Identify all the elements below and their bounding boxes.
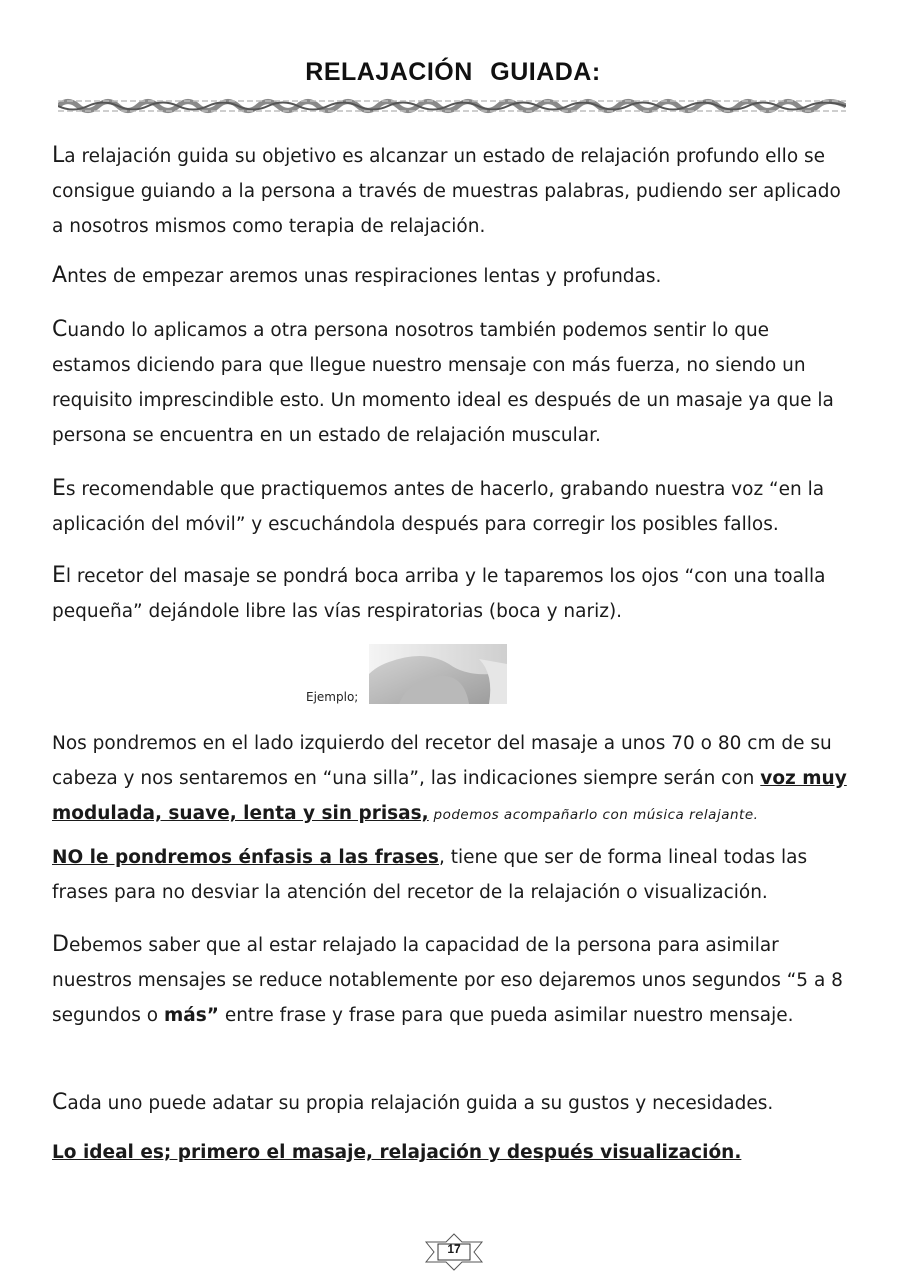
paragraph-adapt: Cada uno puede adatar su propia relajación guida a su gustos y necesidades. [52, 1090, 774, 1115]
paragraph-position: El recetor del masaje se pondrá boca arriba y le taparemos los ojos “con una toalla pequeña” dejándole libre las vías respiratorias (boca y nariz). [52, 563, 826, 622]
paragraph-pauses: Debemos saber que al estar relajado la capacidad de la persona para asimilar nuestros mensajes se reduce notablemente por eso dejaremos unos segundos “5 a 8 segundos o más” entre frase y frase para que pueda asimilar nuestro mensaje. [52, 932, 843, 1026]
paragraph-emphasis: NO le pondremos énfasis a las frases, tiene que ser de forma lineal todas las frases para no desviar la atención del recetor de la relajación o visualización. [52, 847, 808, 903]
paragraph-applying: Cuando lo aplicamos a otra persona nosotros también podemos sentir lo que estamos diciendo para que llegue nuestro mensaje con más fuerza, no siendo un requisito imprescindible esto. Un momento ideal es después de un masaje ya que la persona se encuentra en un estado de relajación muscular. [52, 317, 834, 446]
page-title: RELAJACIÓN GUIADA: [305, 58, 601, 86]
example-caption: Ejemplo; [306, 690, 359, 704]
paragraph-ideal-order: Lo ideal es; primero el masaje, relajación y después visualización. [52, 1142, 742, 1163]
paragraph-seating: Nos pondremos en el lado izquierdo del recetor del masaje a unos 70 o 80 cm de su cabeza y nos sentaremos en “una silla”, las indicaciones siempre serán con voz muy modulada, suave, lenta y sin prisas, podemos acompañarlo con música relajante. [52, 733, 847, 824]
page-number: 17 [447, 1242, 461, 1256]
ornamental-divider [58, 95, 846, 117]
paragraph-breathing: Antes de empezar aremos unas respiraciones lentas y profundas. [52, 263, 662, 288]
example-photo [369, 644, 507, 704]
paragraph-practice: Es recomendable que practiquemos antes de hacerlo, grabando nuestra voz “en la aplicación del móvil” y escuchándola después para corregir los posibles fallos. [52, 476, 825, 535]
paragraph-intro: La relajación guida su objetivo es alcanzar un estado de relajación profundo ello se consigue guiando a la persona a través de muestras palabras, pudiendo ser aplicado a nosotros mismos como terapia de relajación. [52, 143, 841, 237]
page-number-badge [424, 1233, 484, 1271]
